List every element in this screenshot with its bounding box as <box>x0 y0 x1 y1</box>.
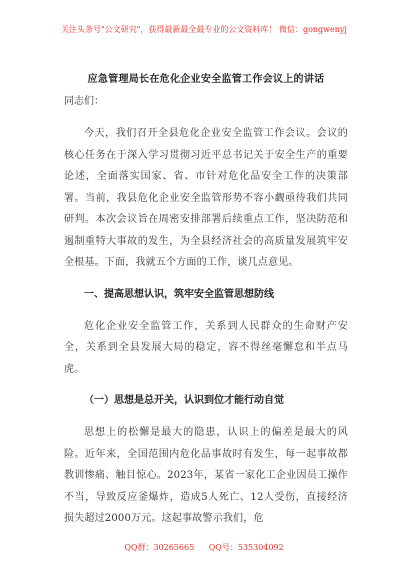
document-title: 应急管理局长在危化企业安全监管工作会议上的讲话 <box>87 74 325 85</box>
paragraph-subsection-1: 思想上的松懈是最大的隐患，认识上的偏差是最大的风险。近年来，全国范围内危化品事故时有发生，每一起事故都教训惨痛、触目惊心。2023年，某省一家化工企业因员工操作不当，导致反应釜爆炸，造成5人死亡、12人受伤，直接经济损失超过2000万元。这起事故警示我们，危 <box>64 427 348 524</box>
qq-group-text: QQ群：30265665 <box>124 543 195 552</box>
qq-number-text: QQ号：535304092 <box>208 543 284 552</box>
paragraph-intro: 今天，我们召开全县危化企业安全监管工作会议。会议的核心任务在于深入学习贯彻习近平总书记关于安全生产的重要论述，全面落实国家、省、市针对危化品安全工作的决策部署。当前，我县危化企业安全监管形势不容小觑亟待我们共同研判。本次会议旨在周密安排部署后续重点工作，坚决防范和遏制重特大事故的发生，为全县经济社会的高质量发展筑牢安全根基。下面，我就五个方面的工作，谈几点意见。 <box>64 128 348 268</box>
paragraph-section-1: 危化企业安全监管工作，关系到人民群众的生命财产安全，关系到全县发展大局的稳定，容不得丝毫懈怠和半点马虎。 <box>64 320 348 375</box>
section-heading-1: 一、提高思想认识，筑牢安全监管思想防线 <box>84 288 274 300</box>
document-body <box>64 70 348 540</box>
bottom-contact-banner <box>0 542 408 553</box>
top-promo-banner: 关注头条号"公文研究"，获得最新最全最专业的公文资料库！ 微信：gongwenyj <box>61 25 347 34</box>
subsection-heading-1: （一）思想是总开关，认识到位才能行动自觉 <box>84 395 284 406</box>
salutation: 同志们： <box>64 96 104 107</box>
